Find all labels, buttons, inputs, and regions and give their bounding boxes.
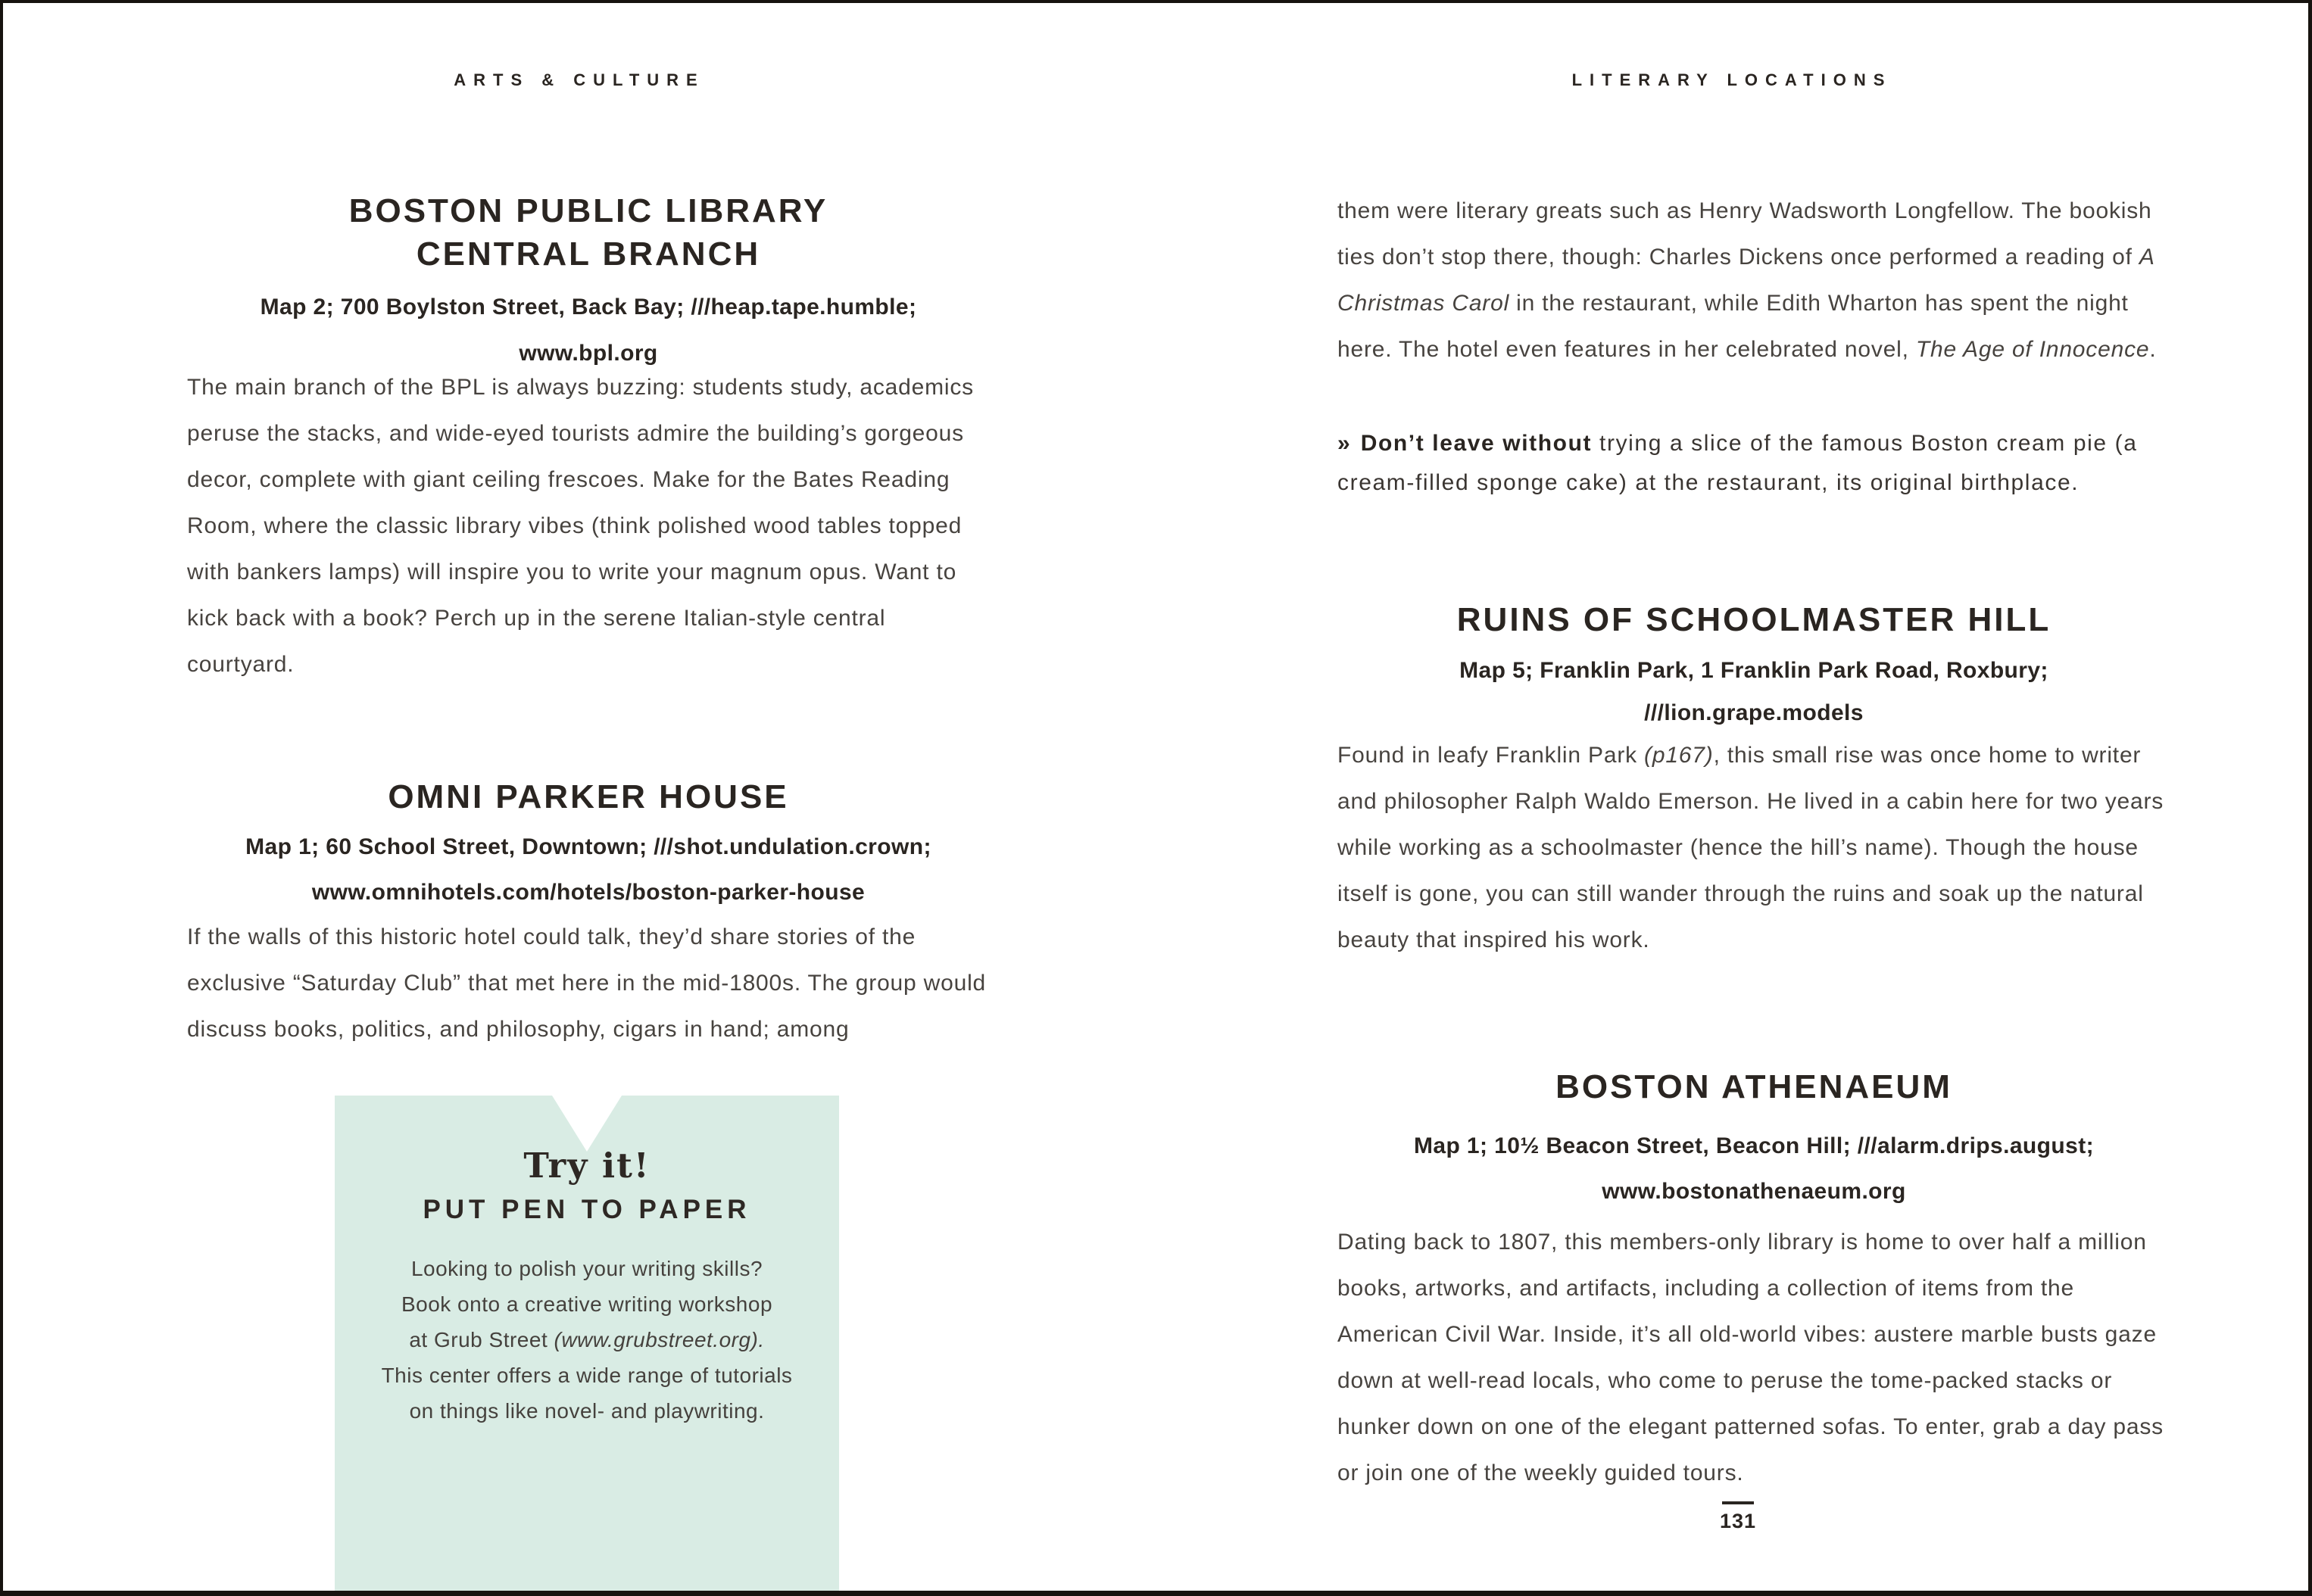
box-line xyxy=(335,1286,839,1322)
omni-cont-text: in the restaurant, while Edith Wharton has spent the night here. The hotel even features in her celebrated novel, xyxy=(1337,291,2129,362)
book-title-italic: A Christmas Carol xyxy=(1337,245,2154,316)
athenaeum-body: Dating back to 1807, this members-only library is home to over half a million books, artworks, and artifacts, including a collection of items from the American Civil War. Inside, it’s all old-world vibes: austere marble busts gaze down at well-read locals, who come to peruse the tome-packed stacks or hunker down on one of the elegant patterned sofas. To enter, grab a day pass or join one of the weekly guided tours. xyxy=(1337,1230,2164,1485)
box-line: This center offers a wide range of tutorials xyxy=(381,1364,793,1387)
omni-continued-body xyxy=(1337,188,2170,373)
omni-cont-text: them were literary greats such as Henry Wadsworth Longfellow. The bookish ties don’t stop there, though: Charles Dickens once performed a reading of xyxy=(1337,198,2152,270)
bpl-title xyxy=(187,189,990,276)
ruins-text: Found in leafy Franklin Park xyxy=(1337,743,1645,768)
omni-body: If the walls of this historic hotel could talk, they’d share stories of the exclusive “Saturday Club” that met here in the mid-1800s. The group would discuss books, politics, and philosophy, cigars in hand; among xyxy=(187,924,987,1042)
box-line xyxy=(335,1322,839,1358)
page-number: 131 xyxy=(1719,1510,1757,1532)
box-line3-text: Book onto a creative writing workshop xyxy=(401,1292,773,1316)
page-surface xyxy=(3,3,2308,1591)
try-it-box xyxy=(335,1096,839,1591)
dont-leave-callout xyxy=(1337,424,2170,503)
athenaeum-title: BOSTON ATHENAEUM xyxy=(1555,1068,1952,1105)
box-title: PUT PEN TO PAPER xyxy=(423,1195,751,1224)
bpl-url: www.bpl.org xyxy=(519,341,658,366)
book-title-italic: The Age of Innocence xyxy=(1915,337,2150,362)
box-kicker: Try it! xyxy=(523,1146,651,1186)
ruins-text: , this small rise was once home to writer and philosopher Ralph Waldo Emerson. He lived in a cabin here for two years while working as a schoolmaster (hence the hill’s name). Though the house itself is gone, you can still wander through the ruins and soak up the natural beauty that inspired his work. xyxy=(1337,743,2164,952)
page-ref-italic: (p167) xyxy=(1644,743,1714,768)
running-head-right: LITERARY LOCATIONS xyxy=(1571,70,1892,89)
box-line: Looking to polish your writing skills? xyxy=(410,1257,763,1280)
bpl-body: The main branch of the BPL is always buzzing: students study, academics peruse the stacks, and wide-eyed tourists admire the building’s gorgeous decor, complete with giant ceiling frescoes. Make for the Bates Reading Room, where the classic library vibes (think polished wood tables topped with bankers lamps) will inspire you to write your magnum opus. Want to kick back with a book? Perch up in the serene Italian-style central courtyard. xyxy=(187,375,974,677)
athenaeum-url: www.bostonathenaeum.org xyxy=(1602,1179,1906,1204)
dont-leave-rest: trying a slice of the famous Boston cream pie (a cream-filled sponge cake) at the restaurant, its original birthplace. xyxy=(1337,431,2138,495)
box-notch-triangle xyxy=(552,1096,622,1152)
double-arrow-icon: » xyxy=(1337,431,1350,456)
omni-cont-text: . xyxy=(2149,337,2157,362)
box-line3-url: (www.grubstreet.org). xyxy=(554,1328,765,1351)
ruins-body xyxy=(1337,732,2170,963)
ruins-address: Map 5; Franklin Park, 1 Franklin Park Road, Roxbury; xyxy=(1459,658,2048,683)
box-line: on things like novel- and playwriting. xyxy=(409,1399,765,1423)
omni-url: www.omnihotels.com/hotels/boston-parker-house xyxy=(311,880,866,905)
bpl-title-line2: CENTRAL BRANCH xyxy=(416,235,761,273)
dont-leave-bold: Don’t leave without xyxy=(1360,431,1593,456)
ruins-url: ///lion.grape.models xyxy=(1644,700,1864,725)
running-head-left: ARTS & CULTURE xyxy=(454,70,705,89)
page-number-block xyxy=(1704,1501,1772,1533)
omni-title: OMNI PARKER HOUSE xyxy=(388,778,789,815)
box-body xyxy=(335,1251,839,1429)
page-number-rule xyxy=(1722,1501,1754,1504)
box-line3-pre: at Grub Street xyxy=(409,1328,554,1351)
bpl-title-line1: BOSTON PUBLIC LIBRARY xyxy=(348,192,828,229)
athenaeum-address: Map 1; 10½ Beacon Street, Beacon Hill; ///alarm.drips.august; xyxy=(1414,1133,2094,1158)
ruins-title: RUINS OF SCHOOLMASTER HILL xyxy=(1456,601,2051,638)
omni-address: Map 1; 60 School Street, Downtown; ///shot.undulation.crown; xyxy=(245,834,931,859)
bpl-address: Map 2; 700 Boylston Street, Back Bay; ///heap.tape.humble; xyxy=(260,295,917,320)
